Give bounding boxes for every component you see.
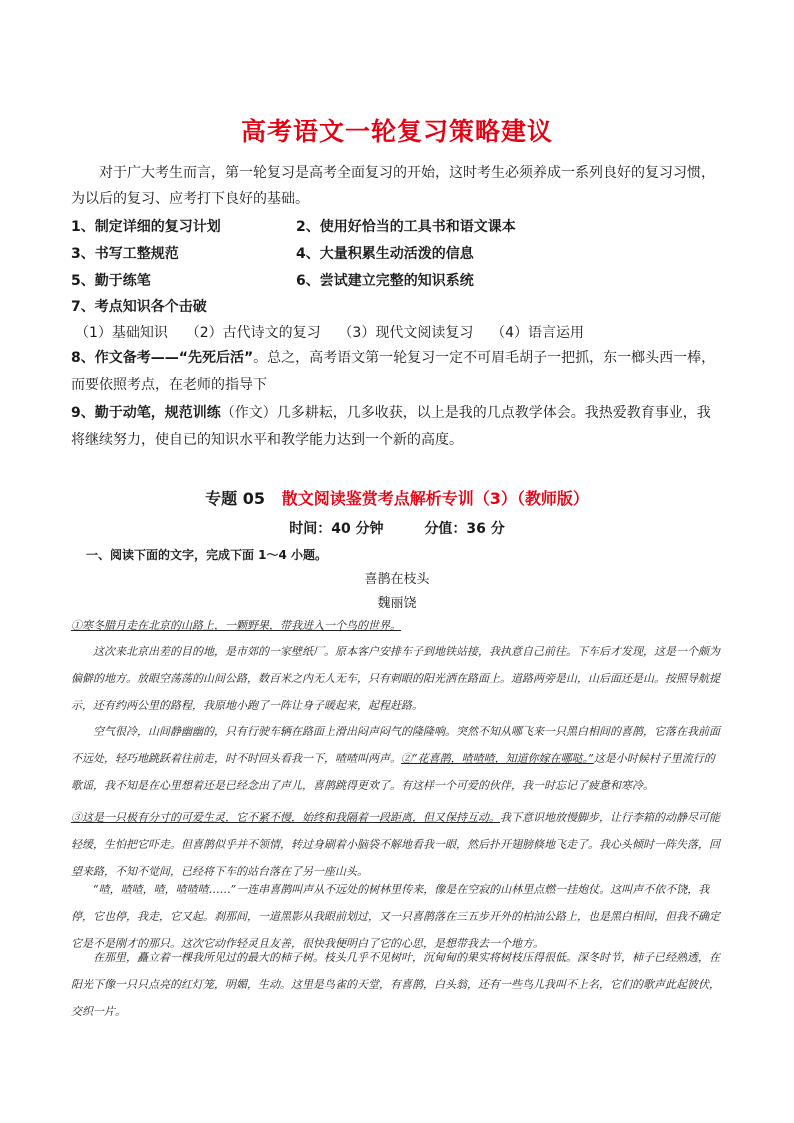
exam-score: 分值：36 分: [424, 521, 505, 537]
passage-author: 魏丽饶: [377, 596, 417, 611]
topic-name: 散文阅读鉴赏考点解析专训（3）（教师版）: [281, 489, 589, 508]
review-subitems: （1）基础知识 （2）古代诗文的复习 （3）现代文阅读复习 （4）语言运用: [75, 325, 585, 341]
exam-meta: [0, 518, 794, 538]
passage-paragraph-3: [71, 718, 723, 799]
tip-4: 4、大量积累生动活泼的信息: [296, 246, 474, 262]
tip-7: 7、考点知识各个击破: [71, 299, 207, 315]
passage-p1-text: ①寒冬腊月走在北京的山路上，一颗野果，带我进入一个鸟的世界。: [71, 619, 401, 632]
tip-3: 3、书写工整规范: [71, 246, 179, 262]
passage-p3-part-a: 空气很冷，山间静幽幽的，只有行驶车辆在路面上滑出闷声闷气的隆隆响。突然不知从哪飞来一只黑白相间的喜鹊，它落在我前面不远处，轻巧地跳跃着往前走，时不时回头看我一下，喳喳叫两声。: [71, 725, 720, 765]
item-8: [71, 345, 723, 399]
item-8-rest: 。总之，高考语文第一轮复习一定不可眉毛胡子一把抓，东一榔头西一棒，而要依照考点，在老师的指导下: [71, 350, 716, 393]
tip-6: 6、尝试建立完整的知识系统: [296, 273, 474, 289]
passage-paragraph-1: [71, 612, 723, 639]
passage-paragraph-5: “喳，喳喳，喳，喳喳喳……”一连串喜鹊叫声从不远处的树林里传来，像是在空寂的山林里点燃一挂炮仗。这叫声不依不饶，我停，它也停，我走，它又起。刹那间，一道黑影从我眼前划过，又一只喜鹊落在三五步开外的柏油公路上，也是黑白相间，但我不确定它是不是刚才的那只。这次它动作轻灵且友善，很快我便明白了它的心思，是想带我去一个地方。: [71, 883, 720, 950]
passage-p4-part-b: 我下意识地放慢脚步，让行李箱的动静尽可能轻缓，生怕把它吓走。但喜鹊似乎并不领情，转过身刷着小脑袋不解地看我一眼，然后扑开翅膀倏地飞走了。我心头倾时一阵失落，回望来路，不知不觉间，已经将下车的站台落在了另一座山头。: [71, 811, 720, 878]
tip-2: 2、使用好恰当的工具书和语文课本: [296, 219, 516, 235]
intro-paragraph: 对于广大考生而言，第一轮复习是高考全面复习的开始，这时考生必须养成一系列良好的复习习惯，为以后的复习、应考打下良好的基础。: [71, 165, 715, 207]
exam-time: 时间：40 分钟: [289, 521, 384, 537]
page-title: 高考语文一轮复习策略建议: [240, 117, 553, 146]
tip-5: 5、勤于练笔: [71, 273, 151, 289]
item-9-rest: （作文）几多耕耘，几多收获，以上是我的几点教学体会。我热爱教育事业，我将继续努力，使自已的知识水平和教学能力达到一个新的高度。: [71, 405, 711, 448]
passage-p3-underline: ②“花喜鹊，喳喳喳，知道你嫁在哪哒。”: [401, 752, 594, 765]
item-9-lead: 9、勤于动笔，规范训练: [71, 405, 221, 421]
item-8-lead: 8、作文备考——“先死后活”: [71, 350, 254, 366]
item-9: [71, 400, 723, 454]
passage-p3-part-b: 这是小时候村子里流行的歌谣，我不知是在心里想着还是已经念出了声儿，喜鹊跳得更欢了。有这样一个可爱的伙伴，我一时忘记了疲惫和寒冷。: [71, 752, 715, 792]
question-instruction: 一、阅读下面的文字，完成下面 1～4 小题。: [86, 548, 328, 562]
tip-1: 1、制定详细的复习计划: [71, 219, 221, 235]
passage-p4-underline: ③这是一只极有分寸的可爱生灵，它不紧不慢，始终和我隔着一段距离，但又保持互动。: [71, 811, 500, 824]
passage-paragraph-6: 在那里，矗立着一棵我所见过的最大的柿子树。枝头几乎不见树叶，沉甸甸的果实将树枝压得很低。深冬时节，柿子已经熟透，在阳光下像一只只点亮的红灯笼，明媚，生动。这里是鸟雀的天堂，有喜鹊，白头翁，还有一些鸟儿我叫不上名，它们的歌声此起彼伏，交织一片。: [71, 951, 720, 1018]
passage-paragraph-4: [71, 804, 723, 885]
passage-title: 喜鹊在枝头: [364, 572, 430, 587]
topic-prefix: 专题 05: [205, 489, 265, 508]
passage-paragraph-2: 这次来北京出差的目的地，是市郊的一家壁纸厂。原本客户安排车子到地铁站接，我执意自己前往。下车后才发现，这是一个颇为偏僻的地方。放眼空荡荡的山间公路，数百米之内无人无车，只有刺眼的阳光洒在路面上。道路两旁是山，山后面还是山。按照导航提示，还有约两公里的路程，我原地小跑了一阵让身子暖起来，起程赶路。: [71, 645, 720, 712]
topic-heading: [0, 486, 794, 509]
